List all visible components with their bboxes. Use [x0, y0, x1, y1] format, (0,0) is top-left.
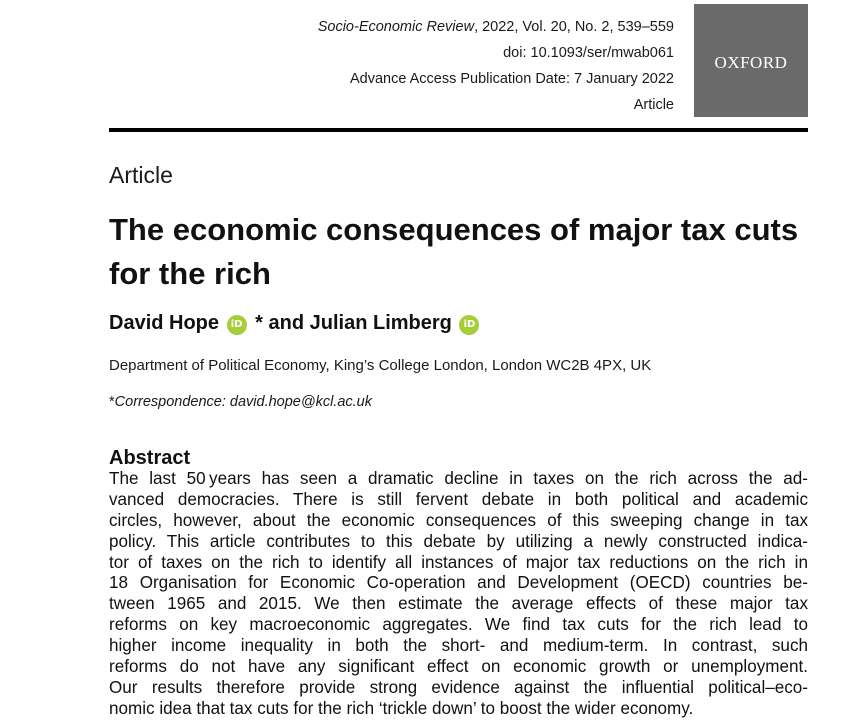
article-type-header: Article — [633, 97, 674, 113]
abstract-line: circles, however, about the economic consequences of this sweeping change in tax — [109, 510, 808, 530]
author-list — [109, 310, 482, 336]
orcid-icon[interactable]: iD — [227, 315, 247, 335]
author-name[interactable]: David Hope — [109, 312, 220, 334]
abstract-line: 18 Organisation for Economic Co-operation and Development (OECD) countries be- — [109, 573, 808, 593]
abstract-line: tween 1965 and 2015. We then estimate the average effects of these major tax — [109, 594, 808, 614]
abstract-line: policy. This article contributes to this debate by utilizing a newly constructed indica- — [109, 531, 808, 551]
journal-header — [318, 14, 674, 118]
oxford-logo-text: OXFORD — [714, 52, 788, 72]
abstract-line: reforms do not have any significant effect on economic growth or unemployment. — [109, 657, 808, 677]
author-name[interactable]: Julian Limberg — [309, 312, 452, 334]
abstract-line: vanced democracies. There is still fervent debate in both political and academic — [109, 489, 808, 509]
citation-details: , 2022, Vol. 20, No. 2, 539–559 — [474, 19, 674, 35]
abstract-line: reforms on key macroeconomic aggregates. We find tax cuts for the rich lead to — [109, 615, 808, 635]
header-divider — [109, 128, 808, 132]
advance-access-date: Advance Access Publication Date: 7 January 2022 — [349, 71, 674, 87]
abstract-body — [109, 469, 808, 720]
correspondence-email[interactable]: Correspondence: david.hope@kcl.ac.uk — [114, 394, 372, 410]
abstract-line: tor of taxes on the rich to identify all instances of major tax reductions on the rich in — [109, 552, 808, 572]
correspondence-note — [109, 394, 372, 410]
abstract-line: The last 50 years has seen a dramatic decline in taxes on the rich across the ad- — [109, 469, 808, 488]
abstract-heading: Abstract — [109, 447, 191, 469]
orcid-icon[interactable]: iD — [459, 315, 479, 335]
abstract-line: nomic idea that tax cuts for the rich ‘trickle down’ to boost the wider economy. — [109, 698, 694, 718]
correspondence-mark: * — [109, 394, 115, 410]
author-affiliation: Department of Political Economy, King’s College London, London WC2B 4PX, UK — [109, 357, 652, 374]
journal-citation — [318, 14, 674, 40]
oxford-logo[interactable] — [694, 4, 808, 117]
article-title: The economic consequences of major tax cuts for the rich — [109, 212, 799, 291]
journal-name: Socio-Economic Review — [317, 19, 475, 35]
article-section-label: Article — [109, 162, 173, 188]
author-connector: and — [268, 312, 305, 334]
corresponding-author-mark: * — [255, 312, 263, 334]
abstract-line: Our results therefore provide strong evidence against the influential political–eco- — [109, 677, 808, 697]
abstract-line: higher income inequality in both the short- and medium-term. In contrast, such — [109, 636, 808, 656]
doi[interactable]: doi: 10.1093/ser/mwab061 — [503, 45, 674, 61]
